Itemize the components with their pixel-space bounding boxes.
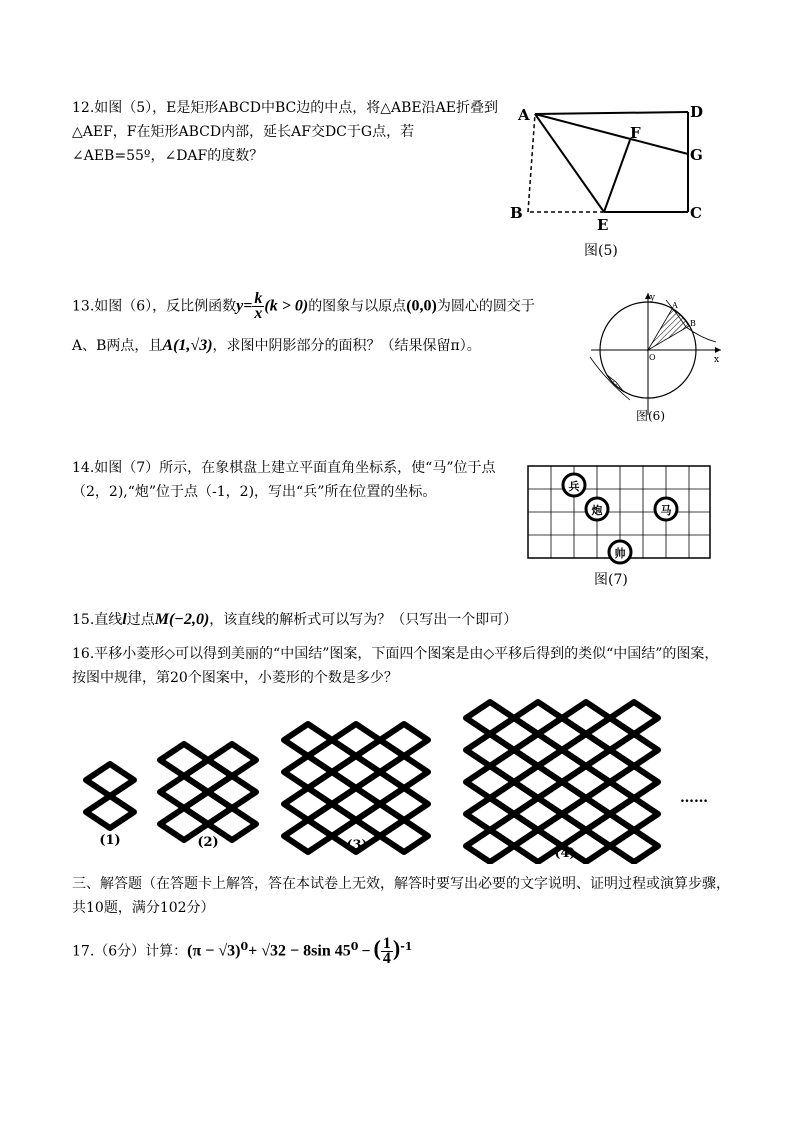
small-diamond (308, 740, 356, 772)
small-diamond (356, 740, 404, 772)
small-diamond (466, 766, 514, 798)
pattern-3 (284, 724, 428, 852)
label-G: G (690, 146, 703, 164)
q13-func-cond: (k > 0) (264, 297, 309, 315)
label-C: C (690, 204, 702, 222)
small-diamond (586, 718, 634, 750)
q15-point: M(−2,0) (154, 611, 210, 628)
pattern-1 (86, 764, 134, 828)
figure-7 (524, 462, 714, 592)
q15-pre: 15.直线 (72, 612, 123, 628)
pattern-2 (160, 744, 256, 840)
figure-7-caption: 图(7) (594, 572, 628, 588)
figure-5-diagram (500, 100, 720, 265)
small-diamond (610, 766, 658, 798)
q17-fraction (381, 937, 393, 966)
small-diamond (356, 772, 404, 804)
axis-x-label: x (714, 355, 720, 365)
section-3-text: 三、解答题（在答题卡上解答，答在本试卷上无效，解答时要写出必要的文字说明、证明过程或演算步骤，共10题，满分102分） (72, 876, 730, 916)
figure-6-caption: 图(6) (636, 409, 665, 423)
pattern-svg (72, 694, 732, 864)
small-diamond (490, 814, 538, 846)
small-diamond (514, 798, 562, 830)
question-16-text: 16.平移小菱形◇可以得到美丽的“中国结”图案，下面四个图案是由◇平移后得到的类似“中国结”的图案，按图中规律，第20个图案中，小菱形的个数是多少？ (72, 646, 719, 686)
pattern-1-label: (1) (99, 833, 121, 848)
small-diamond (538, 814, 586, 846)
q13-point-a: A(1,√3) (162, 337, 213, 354)
piece-shuai-label: 帅 (614, 547, 626, 560)
pattern-figures (72, 694, 732, 864)
q15-mid: 过点 (126, 612, 155, 628)
small-diamond (586, 782, 634, 814)
small-diamond (332, 724, 380, 756)
piece-bing (563, 474, 585, 496)
small-diamond (86, 796, 134, 828)
small-diamond (208, 776, 256, 808)
question-13-line2 (72, 334, 592, 358)
piece-pao (586, 498, 608, 520)
small-diamond (332, 788, 380, 820)
small-diamond (610, 798, 658, 830)
pattern-4-label: (4) (554, 846, 576, 861)
small-diamond (610, 830, 658, 862)
small-diamond (466, 830, 514, 862)
pattern-2-label: (2) (197, 835, 219, 850)
q13-line2-post: ，求图中阴影部分的面积？（结果保留π）。 (212, 338, 481, 354)
q17-exp-1: 0 (240, 940, 249, 953)
axis-y-label: y (650, 293, 656, 303)
q13-func-y: y (236, 297, 244, 315)
q17-frac-den: 4 (382, 950, 391, 968)
question-12-text: 12.如图（5），E是矩形ABCD中BC边的中点，将△ABE沿AE折叠到△AEF，F在矩形ABCD内部，延长AF交DC于G点，若∠AEB=55º，∠DAF的度数？ (72, 100, 498, 164)
small-diamond (538, 718, 586, 750)
label-F: F (630, 124, 641, 142)
question-15 (72, 608, 752, 632)
section-3-header (72, 872, 737, 920)
small-diamond (284, 756, 332, 788)
label-point-b: B (690, 319, 696, 328)
figure-5 (500, 100, 720, 265)
small-diamond (284, 724, 332, 756)
q13-post: 为圆心的圆交于 (436, 298, 535, 315)
small-diamond (562, 766, 610, 798)
figure-7-chessboard (524, 462, 714, 592)
small-diamond (514, 702, 562, 734)
label-A: A (518, 106, 530, 124)
question-16 (72, 642, 732, 690)
figure-6-diagram (586, 290, 726, 425)
q17-term-1: (π − √3) (187, 942, 241, 960)
small-diamond (284, 820, 332, 852)
q13-func-eq: = (243, 297, 253, 315)
small-diamond (380, 756, 428, 788)
piece-bing-label: 兵 (568, 480, 580, 493)
small-diamond (380, 724, 428, 756)
question-17 (72, 930, 732, 969)
small-diamond (610, 734, 658, 766)
q17-term-2: + √32 − 8sin 45 (248, 942, 351, 960)
q13-fraction (252, 292, 264, 321)
pattern-4 (466, 702, 658, 862)
small-diamond (308, 772, 356, 804)
small-diamond (356, 804, 404, 836)
piece-ma (655, 498, 677, 520)
q13-frac-den: x (254, 305, 263, 322)
label-B: B (510, 204, 523, 222)
label-E: E (597, 216, 609, 234)
small-diamond (466, 702, 514, 734)
small-diamond (490, 782, 538, 814)
q17-exp-4: -1 (400, 940, 413, 953)
q15-line-l: l (122, 611, 127, 628)
question-12 (72, 96, 502, 168)
small-diamond (586, 814, 634, 846)
q15-post: ，该直线的解析式可以写为？（只写出一个即可） (209, 612, 518, 628)
q13-origin: (0,0) (406, 297, 437, 315)
piece-pao-label: 炮 (591, 504, 603, 517)
small-diamond (284, 788, 332, 820)
q17-paren-close: ) (392, 935, 401, 961)
q13-line2-pre: A、B两点，且 (72, 338, 163, 354)
small-diamond (562, 702, 610, 734)
small-diamond (380, 820, 428, 852)
small-diamond (184, 760, 232, 792)
small-diamond (514, 734, 562, 766)
label-D: D (690, 103, 704, 121)
small-diamond (586, 750, 634, 782)
q17-frac-num: 1 (382, 935, 391, 953)
small-diamond (562, 798, 610, 830)
question-14 (72, 456, 512, 504)
question-13 (72, 292, 592, 321)
small-diamond (490, 750, 538, 782)
q13-mid: 的图象与以原点 (308, 298, 407, 315)
q17-exp-2: 0 (350, 940, 359, 953)
small-diamond (208, 744, 256, 776)
label-origin: O (649, 353, 656, 362)
label-point-a: A (672, 301, 678, 310)
small-diamond (86, 764, 134, 796)
pattern-ellipsis: …… (680, 790, 708, 806)
figure-6 (586, 290, 726, 425)
pattern-3-label: (3) (346, 838, 368, 853)
piece-shuai (609, 541, 631, 563)
figure-5-caption: 图(5) (584, 243, 618, 259)
q13-frac-num: k (254, 290, 263, 307)
small-diamond (160, 776, 208, 808)
small-diamond (308, 804, 356, 836)
small-diamond (562, 734, 610, 766)
small-diamond (160, 744, 208, 776)
small-diamond (380, 788, 428, 820)
small-diamond (466, 734, 514, 766)
small-diamond (184, 792, 232, 824)
q17-paren-open: ( (373, 935, 381, 961)
question-14-text: 14.如图（7）所示，在象棋盘上建立平面直角坐标系，使“马”位于点（2，2),“炮”位于点（-1，2)，写出“兵”所在位置的坐标。 (72, 460, 496, 500)
small-diamond (490, 718, 538, 750)
small-diamond (332, 756, 380, 788)
small-diamond (610, 702, 658, 734)
small-diamond (466, 798, 514, 830)
small-diamond (514, 766, 562, 798)
small-diamond (538, 782, 586, 814)
q17-minus: − (361, 942, 371, 960)
q17-pre: 17.（6分）计算： (72, 943, 188, 960)
piece-ma-label: 马 (660, 504, 672, 517)
small-diamond (538, 750, 586, 782)
q13-pre: 13.如图（6），反比例函数 (72, 298, 237, 315)
